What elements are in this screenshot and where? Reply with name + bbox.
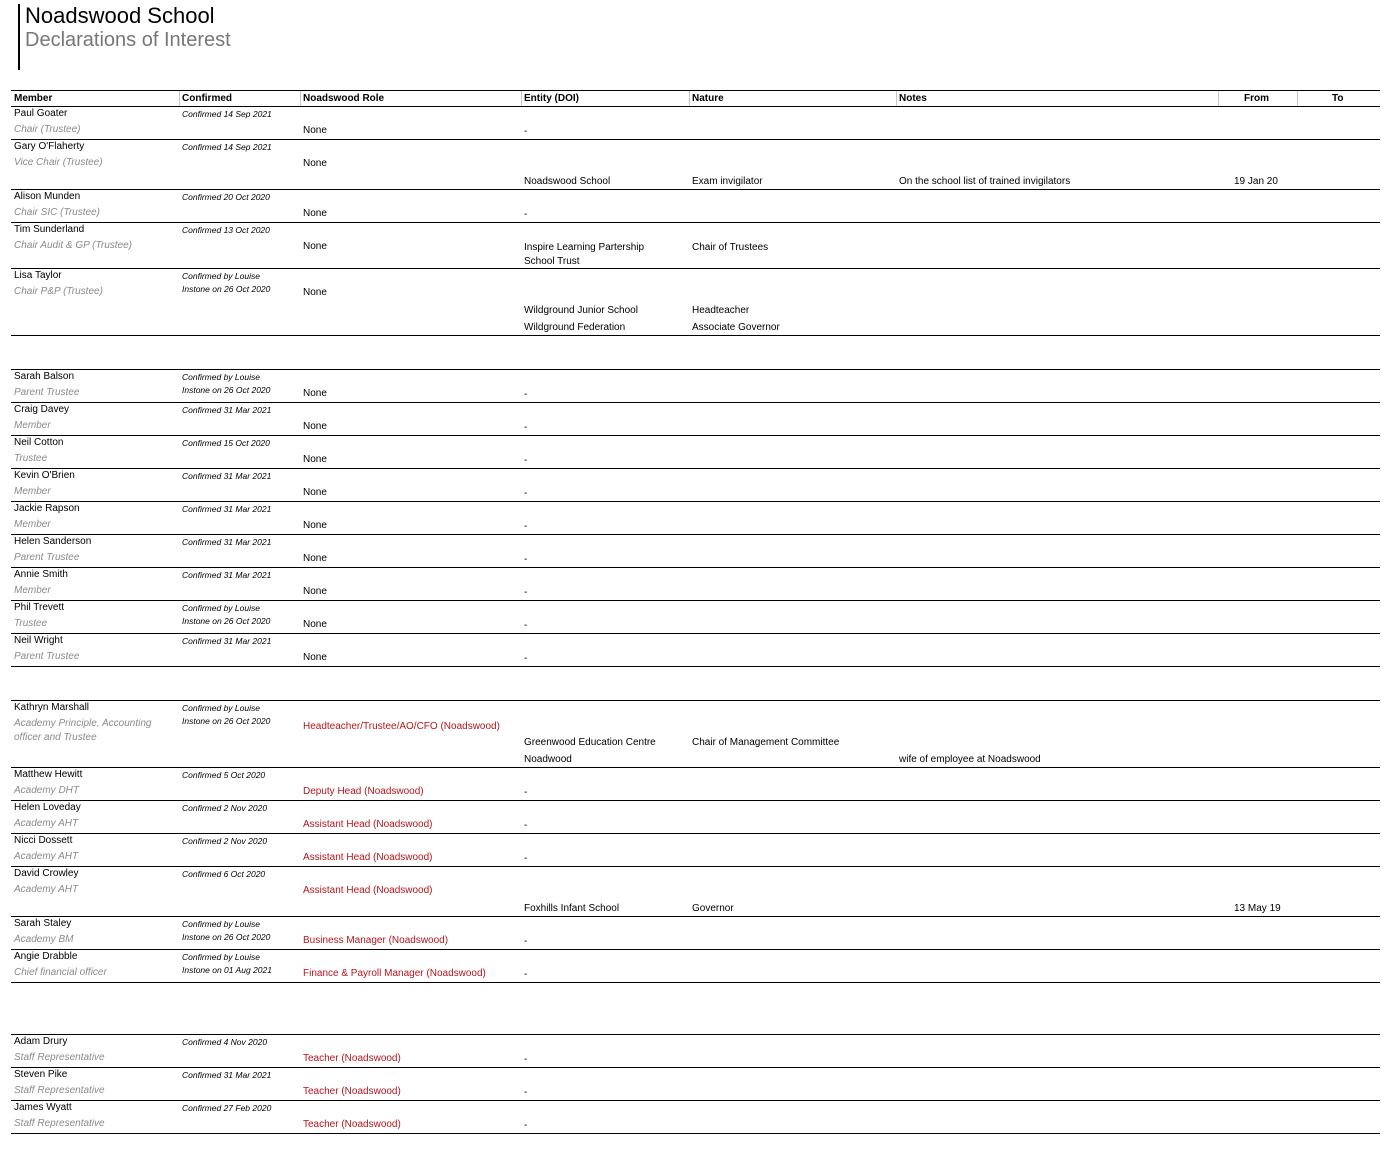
table-row: [11, 190, 1380, 223]
table-header-row: [11, 91, 1380, 107]
table-row: [11, 768, 1380, 801]
confirmed-status: Instone on 26 Oct 2020: [182, 284, 271, 294]
member-role: Academy AHT: [14, 851, 79, 862]
noadswood-role: Teacher (Noadswood): [303, 1053, 401, 1064]
confirmed-status: Confirmed 2 Nov 2020: [182, 836, 268, 846]
interest-nature: Governor: [692, 903, 734, 914]
interest-entity: -: [524, 620, 528, 631]
interest-entity: -: [524, 936, 528, 947]
table-row: [11, 469, 1380, 502]
noadswood-role: None: [303, 619, 327, 630]
member-role: Parent Trustee: [14, 552, 80, 563]
interest-nature: Associate Governor: [692, 322, 780, 333]
member-role: Parent Trustee: [14, 651, 80, 662]
member-role: Chair Audit & GP (Trustee): [14, 240, 132, 251]
table-row: [11, 140, 1380, 190]
table-row: [11, 601, 1380, 634]
table-row: [11, 834, 1380, 867]
member-role: Trustee: [14, 453, 48, 464]
table-row: [11, 370, 1380, 403]
noadswood-role: None: [303, 208, 327, 219]
noadswood-role: None: [303, 241, 327, 252]
group-separator: [11, 983, 1380, 1035]
col-header-notes: Notes: [899, 93, 927, 104]
member-name: Neil Cotton: [14, 437, 64, 448]
interest-entity: -: [524, 1120, 528, 1131]
member-name: Jackie Rapson: [14, 503, 80, 514]
col-header-role: Noadswood Role: [303, 93, 385, 104]
confirmed-status: Instone on 26 Oct 2020: [182, 932, 271, 942]
interest-entity: -: [524, 820, 528, 831]
page-title: Noadswood School: [25, 3, 215, 28]
table-row: [11, 403, 1380, 436]
member-role: Staff Representative: [14, 1052, 105, 1063]
interest-nature: Headteacher: [692, 305, 750, 316]
noadswood-role: None: [303, 158, 327, 169]
member-role: Academy Principle, Accounting officer and Trustee: [14, 718, 152, 743]
interest-entity: -: [524, 653, 528, 664]
interest-entity: Inspire Learning Partership School Trust: [524, 242, 645, 267]
declarations-table: [11, 90, 1380, 1134]
col-header-entity: Entity (DOI): [524, 93, 579, 104]
col-header-to: To: [1332, 93, 1344, 104]
interest-entity: Foxhills Infant School: [524, 903, 620, 914]
member-name: Annie Smith: [14, 569, 68, 580]
interest-entity: Noadwood: [524, 754, 572, 765]
confirmed-status: Instone on 26 Oct 2020: [182, 716, 271, 726]
column-divider: [689, 91, 690, 106]
table-body: [11, 107, 1380, 1134]
confirmed-status: Confirmed 2 Nov 2020: [182, 803, 268, 813]
noadswood-role: Teacher (Noadswood): [303, 1086, 401, 1097]
confirmed-status: Confirmed by Louise: [182, 603, 260, 613]
noadswood-role: Assistant Head (Noadswood): [303, 885, 433, 896]
confirmed-status: Instone on 26 Oct 2020: [182, 385, 271, 395]
table-row: [11, 801, 1380, 834]
member-name: David Crowley: [14, 868, 79, 879]
confirmed-status: Confirmed by Louise: [182, 952, 260, 962]
col-header-nature: Nature: [692, 93, 724, 104]
confirmed-status: Confirmed 13 Oct 2020: [182, 225, 270, 235]
noadswood-role: None: [303, 586, 327, 597]
group-separator: [11, 667, 1380, 701]
interest-entity: Noadswood School: [524, 176, 611, 187]
member-role: Member: [14, 486, 51, 497]
table-row: [11, 917, 1380, 950]
interest-from: 13 May 19: [1234, 903, 1281, 914]
noadswood-role: Finance & Payroll Manager (Noadswood): [303, 968, 486, 979]
table-row: [11, 1035, 1380, 1068]
member-name: Kathryn Marshall: [14, 702, 90, 713]
table-row: [11, 568, 1380, 601]
member-name: Sarah Balson: [14, 371, 75, 382]
member-role: Academy BM: [14, 934, 74, 945]
confirmed-status: Confirmed 31 Mar 2021: [182, 1070, 272, 1080]
column-divider: [300, 91, 301, 106]
confirmed-status: Confirmed 27 Feb 2020: [182, 1103, 272, 1113]
member-name: Matthew Hewitt: [14, 769, 83, 780]
interest-entity: -: [524, 1087, 528, 1098]
interest-entity: -: [524, 422, 528, 433]
interest-nature: Exam invigilator: [692, 176, 763, 187]
member-name: Paul Goater: [14, 108, 68, 119]
confirmed-status: Confirmed 6 Oct 2020: [182, 869, 266, 879]
table-row: [11, 1068, 1380, 1101]
interest-entity: -: [524, 455, 528, 466]
member-name: Gary O'Flaherty: [14, 141, 85, 152]
noadswood-role: None: [303, 553, 327, 564]
member-name: Phil Trevett: [14, 602, 65, 613]
confirmed-status: Confirmed 14 Sep 2021: [182, 109, 272, 119]
member-name: Tim Sunderland: [14, 224, 85, 235]
member-name: Angie Drabble: [14, 951, 78, 962]
interest-entity: -: [524, 853, 528, 864]
noadswood-role: Headteacher/Trustee/AO/CFO (Noadswood): [303, 721, 500, 732]
confirmed-status: Instone on 01 Aug 2021: [182, 965, 272, 975]
table-row: [11, 535, 1380, 568]
confirmed-status: Confirmed 5 Oct 2020: [182, 770, 266, 780]
interest-entity: -: [524, 969, 528, 980]
column-divider: [521, 91, 522, 106]
document-header: [18, 4, 231, 70]
table-row: [11, 950, 1380, 983]
member-role: Member: [14, 420, 51, 431]
member-role: Member: [14, 585, 51, 596]
interest-from: 19 Jan 20: [1234, 176, 1278, 187]
member-name: Alison Munden: [14, 191, 81, 202]
noadswood-role: Teacher (Noadswood): [303, 1119, 401, 1130]
member-name: Adam Drury: [14, 1036, 68, 1047]
interest-entity: Wildground Junior School: [524, 305, 638, 316]
noadswood-role: None: [303, 421, 327, 432]
confirmed-status: Confirmed by Louise: [182, 703, 260, 713]
interest-entity: -: [524, 389, 528, 400]
member-role: Academy AHT: [14, 884, 79, 895]
interest-entity: -: [524, 521, 528, 532]
member-role: Parent Trustee: [14, 387, 80, 398]
member-name: Craig Davey: [14, 404, 70, 415]
member-role: Academy AHT: [14, 818, 79, 829]
noadswood-role: None: [303, 487, 327, 498]
interest-entity: -: [524, 488, 528, 499]
member-role: Vice Chair (Trustee): [14, 157, 103, 168]
confirmed-status: Confirmed 31 Mar 2021: [182, 471, 272, 481]
member-name: James Wyatt: [14, 1102, 72, 1113]
table-row: [11, 1101, 1380, 1134]
column-divider: [1218, 91, 1219, 106]
confirmed-status: Confirmed 15 Oct 2020: [182, 438, 270, 448]
confirmed-status: Confirmed 4 Nov 2020: [182, 1037, 268, 1047]
interest-entity: -: [524, 787, 528, 798]
table-row: [11, 502, 1380, 535]
table-row: [11, 107, 1380, 140]
col-header-from: From: [1244, 93, 1269, 104]
noadswood-role: Assistant Head (Noadswood): [303, 819, 433, 830]
col-header-member: Member: [14, 93, 53, 104]
confirmed-status: Confirmed 31 Mar 2021: [182, 636, 272, 646]
confirmed-status: Confirmed 14 Sep 2021: [182, 142, 272, 152]
interest-entity: -: [524, 587, 528, 598]
confirmed-status: Confirmed 31 Mar 2021: [182, 537, 272, 547]
member-name: Helen Loveday: [14, 802, 81, 813]
confirmed-status: Confirmed by Louise: [182, 919, 260, 929]
confirmed-status: Confirmed 31 Mar 2021: [182, 405, 272, 415]
confirmed-status: Confirmed by Louise: [182, 372, 260, 382]
confirmed-status: Confirmed by Louise: [182, 271, 260, 281]
member-name: Lisa Taylor: [14, 270, 62, 281]
interest-entity: Wildground Federation: [524, 322, 626, 333]
interest-nature: Chair of Management Committee: [692, 737, 840, 748]
member-name: Nicci Dossett: [14, 835, 73, 846]
page-subtitle: Declarations of Interest: [25, 29, 231, 51]
member-name: Sarah Staley: [14, 918, 72, 929]
noadswood-role: None: [303, 287, 327, 298]
member-role: Trustee: [14, 618, 48, 629]
noadswood-role: None: [303, 125, 327, 136]
member-role: Chief financial officer: [14, 967, 107, 978]
interest-entity: -: [524, 554, 528, 565]
member-name: Neil Wright: [14, 635, 63, 646]
interest-notes: wife of employee at Noadswood: [899, 754, 1041, 765]
noadswood-role: None: [303, 520, 327, 531]
member-name: Steven Pike: [14, 1069, 68, 1080]
group-separator: [11, 336, 1380, 370]
member-name: Helen Sanderson: [14, 536, 92, 547]
noadswood-role: Assistant Head (Noadswood): [303, 852, 433, 863]
column-divider: [1297, 91, 1298, 106]
table-row: [11, 223, 1380, 269]
confirmed-status: Confirmed 31 Mar 2021: [182, 570, 272, 580]
interest-nature: Chair of Trustees: [692, 242, 769, 253]
table-row: [11, 436, 1380, 469]
noadswood-role: None: [303, 454, 327, 465]
table-row: [11, 269, 1380, 336]
col-header-confirmed: Confirmed: [182, 93, 232, 104]
confirmed-status: Instone on 26 Oct 2020: [182, 616, 271, 626]
noadswood-role: None: [303, 652, 327, 663]
member-role: Academy DHT: [14, 785, 80, 796]
confirmed-status: Confirmed 20 Oct 2020: [182, 192, 270, 202]
table-row: [11, 634, 1380, 667]
member-role: Chair (Trustee): [14, 124, 81, 135]
column-divider: [179, 91, 180, 106]
noadswood-role: Business Manager (Noadswood): [303, 935, 449, 946]
member-role: Staff Representative: [14, 1118, 105, 1129]
member-role: Member: [14, 519, 51, 530]
table-row: [11, 701, 1380, 768]
member-role: Staff Representative: [14, 1085, 105, 1096]
member-role: Chair SIC (Trustee): [14, 207, 100, 218]
member-role: Chair P&P (Trustee): [14, 286, 103, 297]
interest-entity: Greenwood Education Centre: [524, 737, 656, 748]
table-row: [11, 867, 1380, 917]
interest-notes: On the school list of trained invigilators: [899, 176, 1071, 187]
interest-entity: -: [524, 126, 528, 137]
interest-entity: -: [524, 1054, 528, 1065]
interest-entity: -: [524, 209, 528, 220]
noadswood-role: None: [303, 388, 327, 399]
column-divider: [896, 91, 897, 106]
noadswood-role: Deputy Head (Noadswood): [303, 786, 424, 797]
confirmed-status: Confirmed 31 Mar 2021: [182, 504, 272, 514]
member-name: Kevin O'Brien: [14, 470, 75, 481]
